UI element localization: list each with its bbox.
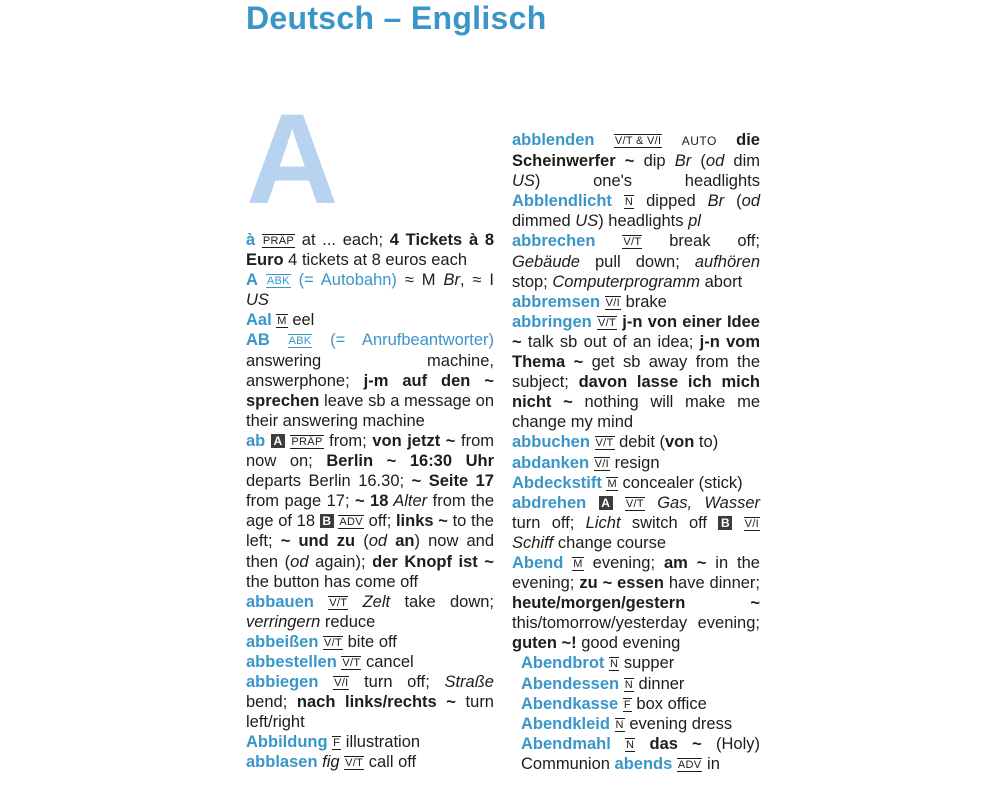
translation: stop; — [512, 272, 553, 291]
headword: abbuchen — [512, 433, 590, 452]
headword: abbrechen — [512, 232, 596, 251]
pos-label: V/I — [744, 517, 759, 530]
pos-label: ADV — [339, 516, 363, 529]
region-label: Br — [674, 152, 692, 171]
sense-marker: A — [271, 434, 285, 448]
headword: abbiegen — [246, 673, 319, 692]
translation: box office — [631, 694, 707, 713]
translation: to the left; — [246, 512, 494, 551]
dictionary-entry — [246, 270, 494, 310]
translation: ) now and then ( — [246, 532, 494, 571]
pos-label: V/T & V/I — [614, 135, 662, 147]
dictionary-entry — [246, 652, 494, 672]
translation: break off; — [642, 232, 760, 251]
translation: ) headlights — [598, 212, 689, 231]
translation: dim — [724, 152, 761, 171]
context-label: fig — [317, 753, 340, 772]
translation: concealer (stick) — [617, 473, 743, 492]
headword: abbringen — [512, 312, 592, 331]
pos-label: V/T — [623, 236, 642, 249]
pos-label: ABK — [288, 335, 312, 348]
translation: dipped — [634, 192, 708, 211]
headword: Abbildung — [246, 733, 328, 752]
headword: abbauen — [246, 592, 314, 611]
headword: Aal — [246, 311, 272, 330]
sub-headword: Abendbrot — [521, 654, 605, 673]
translation: reduce — [320, 612, 376, 631]
translation: 4 tickets at 8 euros each — [283, 251, 468, 270]
dictionary-entry — [246, 672, 494, 732]
example: an — [387, 532, 415, 551]
context-label: od — [705, 152, 725, 171]
context-label: aufhören — [694, 252, 760, 271]
translation: bite off — [343, 632, 397, 651]
example: j-n von einer Idee ~ — [512, 312, 760, 351]
dictionary-column-right — [512, 130, 760, 774]
translation: ( — [691, 152, 706, 171]
context-label: od — [368, 532, 388, 551]
pos-label: V/T — [324, 636, 343, 649]
example: der Knopf ist ~ — [372, 552, 494, 571]
region-label: Br — [707, 192, 725, 211]
translation: leave sb a message on their answering machine — [246, 391, 494, 430]
sense-marker: B — [320, 514, 334, 528]
headword: AB — [246, 331, 270, 350]
pos-label: N — [615, 718, 624, 731]
translation: at ... each; — [295, 231, 390, 249]
translation: nothing will make me change my mind — [512, 393, 760, 432]
example: von — [665, 433, 695, 452]
example: nach links/rechts ~ — [296, 693, 456, 712]
example: j-m auf den ~ sprechen — [246, 371, 494, 410]
example: 4 Tickets à 8 Euro — [246, 231, 494, 270]
dictionary-entry — [246, 431, 494, 592]
translation: have dinner; — [663, 574, 761, 593]
translation: from page 17; — [246, 492, 355, 511]
translation: the button has come off — [246, 572, 419, 591]
translation: resign — [609, 453, 660, 472]
translation: debit ( — [614, 433, 665, 452]
pos-label: V/T — [342, 656, 361, 669]
translation: call off — [364, 753, 417, 772]
abbreviation-expansion: (= Anrufbeantworter) — [312, 331, 494, 350]
translation: turn left/right — [246, 693, 494, 732]
translation: eel — [287, 311, 315, 330]
dictionary-entry — [512, 312, 760, 433]
translation: bend; — [246, 693, 297, 712]
sub-headword: abends — [614, 754, 673, 773]
region-label: US — [246, 291, 269, 310]
headword: ab — [246, 431, 266, 450]
headword: A — [246, 271, 258, 290]
pos-label: M — [277, 315, 287, 328]
headword: abblasen — [246, 753, 318, 772]
context-label: od — [741, 192, 760, 211]
translation: evening; — [583, 553, 664, 572]
headword: abbremsen — [512, 292, 601, 311]
example: Berlin ~ 16:30 Uhr — [326, 452, 495, 471]
headword: abdrehen — [512, 493, 587, 512]
pos-label: ABK — [266, 275, 290, 288]
translation: to) — [694, 433, 719, 452]
translation: illustration — [341, 733, 421, 752]
dictionary-entry — [246, 230, 494, 270]
headword: abbeißen — [246, 632, 319, 651]
section-letter: A — [246, 88, 339, 231]
context-label: Gebäude — [512, 252, 580, 271]
sub-headword: Abendessen — [521, 674, 620, 693]
dictionary-entry — [246, 732, 494, 752]
translation: get sb away from the subject; — [512, 353, 760, 392]
dictionary-entry — [512, 432, 760, 452]
pos-label: V/T — [595, 437, 614, 450]
translation: from; — [323, 431, 373, 450]
page-title: Deutsch – Englisch — [246, 0, 547, 36]
translation: ( — [355, 532, 369, 551]
pos-label: N — [610, 658, 619, 671]
sub-headword: Abendkasse — [521, 694, 619, 713]
sub-headword: Abendkleid — [521, 714, 610, 733]
dictionary-entry — [512, 473, 760, 493]
example: das ~ — [635, 734, 702, 753]
grammar-label: pl — [688, 212, 701, 231]
dictionary-entry — [512, 493, 760, 553]
translation: from now on; — [246, 431, 494, 471]
translation: good evening — [576, 634, 681, 653]
pos-label: V/I — [605, 296, 620, 309]
dictionary-entry — [246, 592, 494, 632]
dictionary-sub-entry — [512, 653, 760, 673]
dictionary-entry — [246, 632, 494, 652]
translation: , ≈ I — [459, 271, 494, 290]
field-label: AUTO — [681, 134, 717, 148]
sub-headword: Abendmahl — [521, 734, 611, 753]
sense-marker: B — [718, 516, 732, 530]
pos-label: V/T — [329, 596, 348, 609]
region-label: US — [512, 172, 535, 191]
pos-label: N — [624, 678, 633, 691]
sub-headword: Abblendlicht — [512, 192, 612, 211]
dictionary-entry — [512, 453, 760, 473]
sense-marker: A — [599, 496, 613, 510]
translation: talk sb out of an idea; — [521, 332, 700, 351]
translation: ) one's headlights — [534, 172, 760, 191]
pos-label: ADV — [677, 758, 702, 771]
example: heute/morgen/gestern ~ — [512, 594, 760, 613]
context-label: Gas, Wasser — [644, 493, 760, 512]
pos-label: F — [623, 698, 631, 711]
translation: take down; — [390, 592, 495, 611]
pos-label: M — [573, 557, 583, 570]
translation: ≈ M — [396, 271, 444, 290]
abbreviation-expansion: (= Autobahn) — [290, 271, 397, 290]
translation: (Holy) Communion — [521, 734, 760, 773]
headword: abdanken — [512, 453, 590, 472]
translation: dip — [634, 152, 675, 171]
translation: departs Berlin 16.30; — [246, 472, 412, 491]
dictionary-sub-entry — [512, 694, 760, 714]
translation: ( — [724, 192, 742, 211]
headword: abbestellen — [246, 652, 337, 671]
dictionary-sub-entry — [512, 734, 760, 774]
context-label: verringern — [246, 612, 321, 631]
headword: abblenden — [512, 131, 595, 149]
translation: supper — [619, 654, 675, 673]
pos-label: V/T — [598, 316, 617, 329]
pos-label: PRÄP — [291, 435, 323, 448]
example: ~ 18 — [354, 492, 389, 511]
context-label: Licht — [585, 513, 621, 532]
translation: again); — [308, 552, 373, 571]
dictionary-sub-entry — [512, 674, 760, 694]
translation: turn off; — [512, 513, 586, 532]
context-label: Straße — [444, 673, 494, 692]
pos-label: V/I — [594, 457, 609, 470]
example: die Scheinwerfer ~ — [512, 131, 760, 171]
pos-label: N — [626, 738, 635, 751]
translation: in — [702, 754, 720, 773]
example: ~ Seite 17 — [411, 472, 494, 491]
dictionary-entry — [512, 553, 760, 653]
pos-label: N — [624, 196, 634, 209]
pos-label: V/T — [625, 497, 644, 510]
translation: pull down; — [579, 252, 695, 271]
headword: à — [246, 231, 256, 249]
pos-label: V/I — [334, 677, 349, 690]
context-label: od — [290, 552, 309, 571]
context-label: Alter — [388, 492, 428, 511]
example: j-n vom Thema ~ — [512, 332, 761, 372]
translation: off; — [363, 512, 396, 531]
translation: turn off; — [349, 673, 445, 692]
example: guten ~! — [512, 634, 577, 653]
translation: abort — [700, 272, 743, 291]
dictionary-entry — [512, 292, 760, 312]
dictionary-entry — [246, 330, 494, 430]
example: davon lasse ich mich nicht ~ — [512, 373, 760, 412]
translation: from the age of 18 — [246, 492, 494, 531]
translation: brake — [621, 292, 667, 311]
dictionary-entry — [512, 130, 760, 231]
headword: Abdeckstift — [512, 473, 602, 492]
pos-label: PRÄP — [262, 235, 295, 247]
context-label: Computerprogramm — [552, 272, 700, 291]
translation: cancel — [361, 652, 414, 671]
context-label: Schiff — [512, 533, 554, 552]
pos-label: V/T — [345, 757, 364, 770]
translation: evening dress — [624, 714, 733, 733]
example: zu ~ essen — [579, 574, 664, 593]
dictionary-column-left — [246, 230, 494, 773]
example: ~ und zu — [280, 532, 356, 551]
translation: in the evening; — [512, 553, 760, 593]
example: am ~ — [663, 553, 707, 572]
dictionary-entry — [246, 752, 494, 772]
translation: answering machine, answerphone; — [246, 351, 494, 390]
region-label: US — [575, 212, 599, 231]
dictionary-entry — [512, 231, 760, 291]
translation: change course — [553, 533, 667, 552]
context-label: Zelt — [348, 592, 391, 611]
translation: dinner — [633, 674, 685, 693]
headword: Abend — [512, 553, 564, 572]
translation: switch off — [620, 513, 719, 532]
dictionary-sub-entry — [512, 714, 760, 734]
example: von jetzt ~ — [372, 431, 456, 450]
pos-label: F — [333, 737, 341, 750]
pos-label: M — [607, 477, 617, 490]
dictionary-entry — [246, 310, 494, 330]
translation: this/tomorrow/yesterday evening; — [512, 614, 760, 633]
translation: dimmed — [512, 212, 576, 231]
example: links ~ — [395, 512, 448, 531]
region-label: Br — [443, 271, 460, 290]
